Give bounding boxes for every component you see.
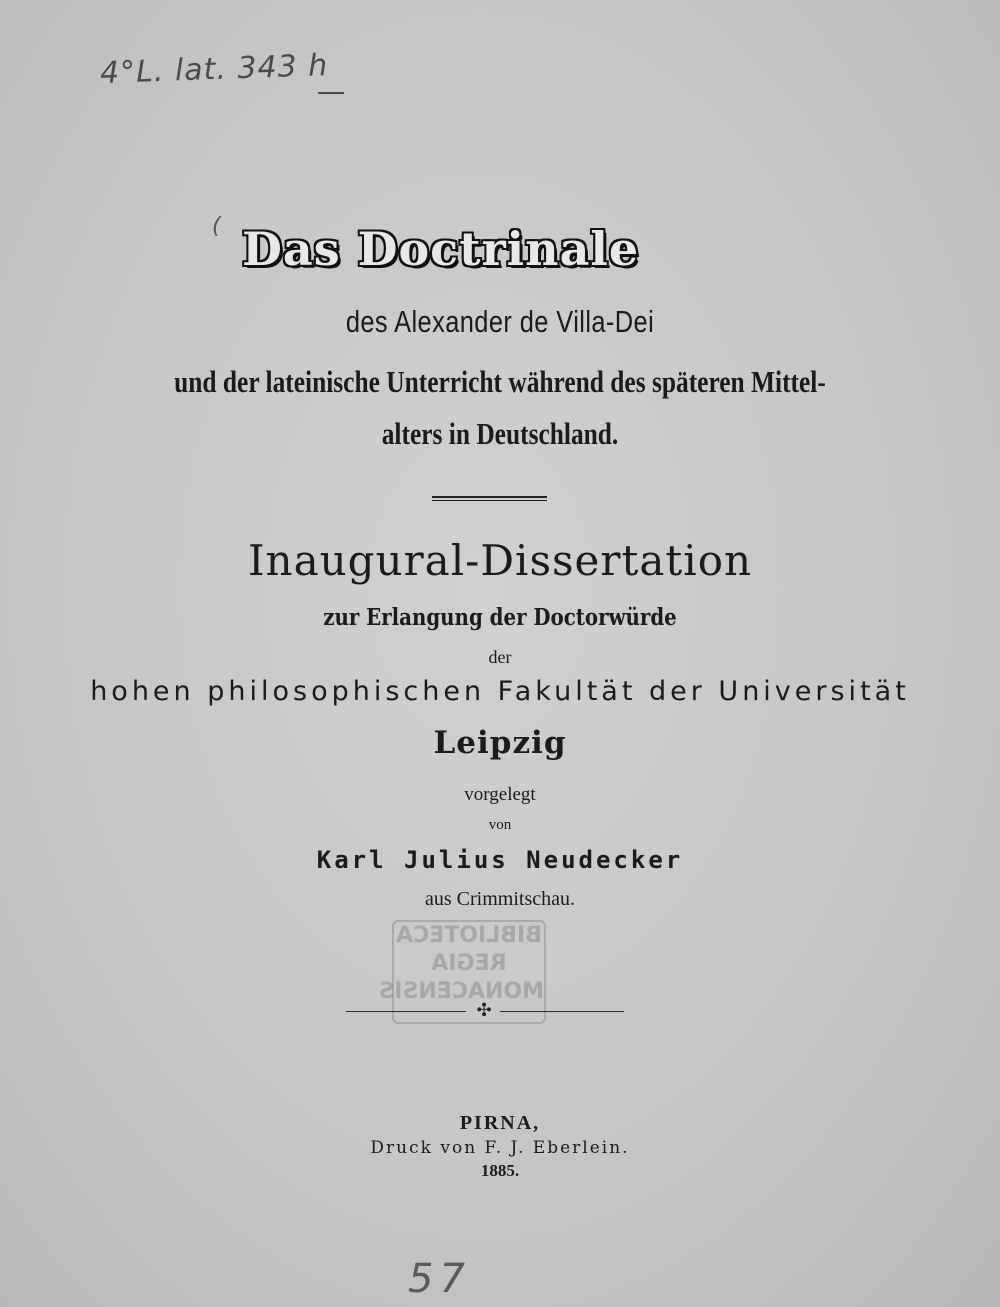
author-origin: aus Crimmitschau. [425, 888, 575, 910]
stamp-line-2: REGIA [431, 951, 507, 976]
ornament-icon: ✣ [476, 1000, 492, 1021]
university-city: Leipzig [433, 725, 567, 761]
by-line: von [488, 817, 512, 833]
main-title: Das Doctrinale [242, 222, 640, 276]
shelfmark-text: 4°L. lat. 343 [99, 49, 299, 91]
purpose-line: zur Erlangung der Doctorwürde [323, 604, 677, 631]
ornament-rule-right [500, 1011, 624, 1012]
section-divider [432, 496, 547, 501]
ornament-rule-left [346, 1011, 466, 1012]
shelfmark-suffix: h [307, 48, 329, 84]
shelfmark-annotation [99, 48, 328, 91]
author-name: Karl Julius Neudecker [316, 846, 684, 874]
subtitle-line-2: und der lateinische Unterricht während des späteren Mittel- [174, 364, 826, 399]
handwritten-number: 57 [408, 1256, 471, 1302]
shelfmark-underline [318, 92, 344, 94]
imprint-printer: Druck von F. J. Eberlein. [370, 1138, 630, 1158]
subtitle-line-3: alters in Deutschland. [381, 416, 619, 451]
stamp-line-3: MONACENSIS [378, 979, 544, 1004]
title-pencil-mark: ( [212, 214, 221, 239]
imprint-year: 1885. [480, 1161, 520, 1180]
subtitle-line-1: des Alexander de Villa-Dei [345, 304, 655, 339]
submitted-line: vorgelegt [464, 784, 536, 805]
article-line: der [488, 647, 512, 667]
faculty-line: hohen philosophischen Fakultät der Universität [90, 676, 910, 707]
dissertation-heading: Inaugural-Dissertation [247, 536, 753, 585]
imprint-place: PIRNA, [459, 1112, 541, 1134]
stamp-line-1: BIBLIOTECA [396, 923, 542, 948]
library-stamp [378, 920, 546, 1024]
